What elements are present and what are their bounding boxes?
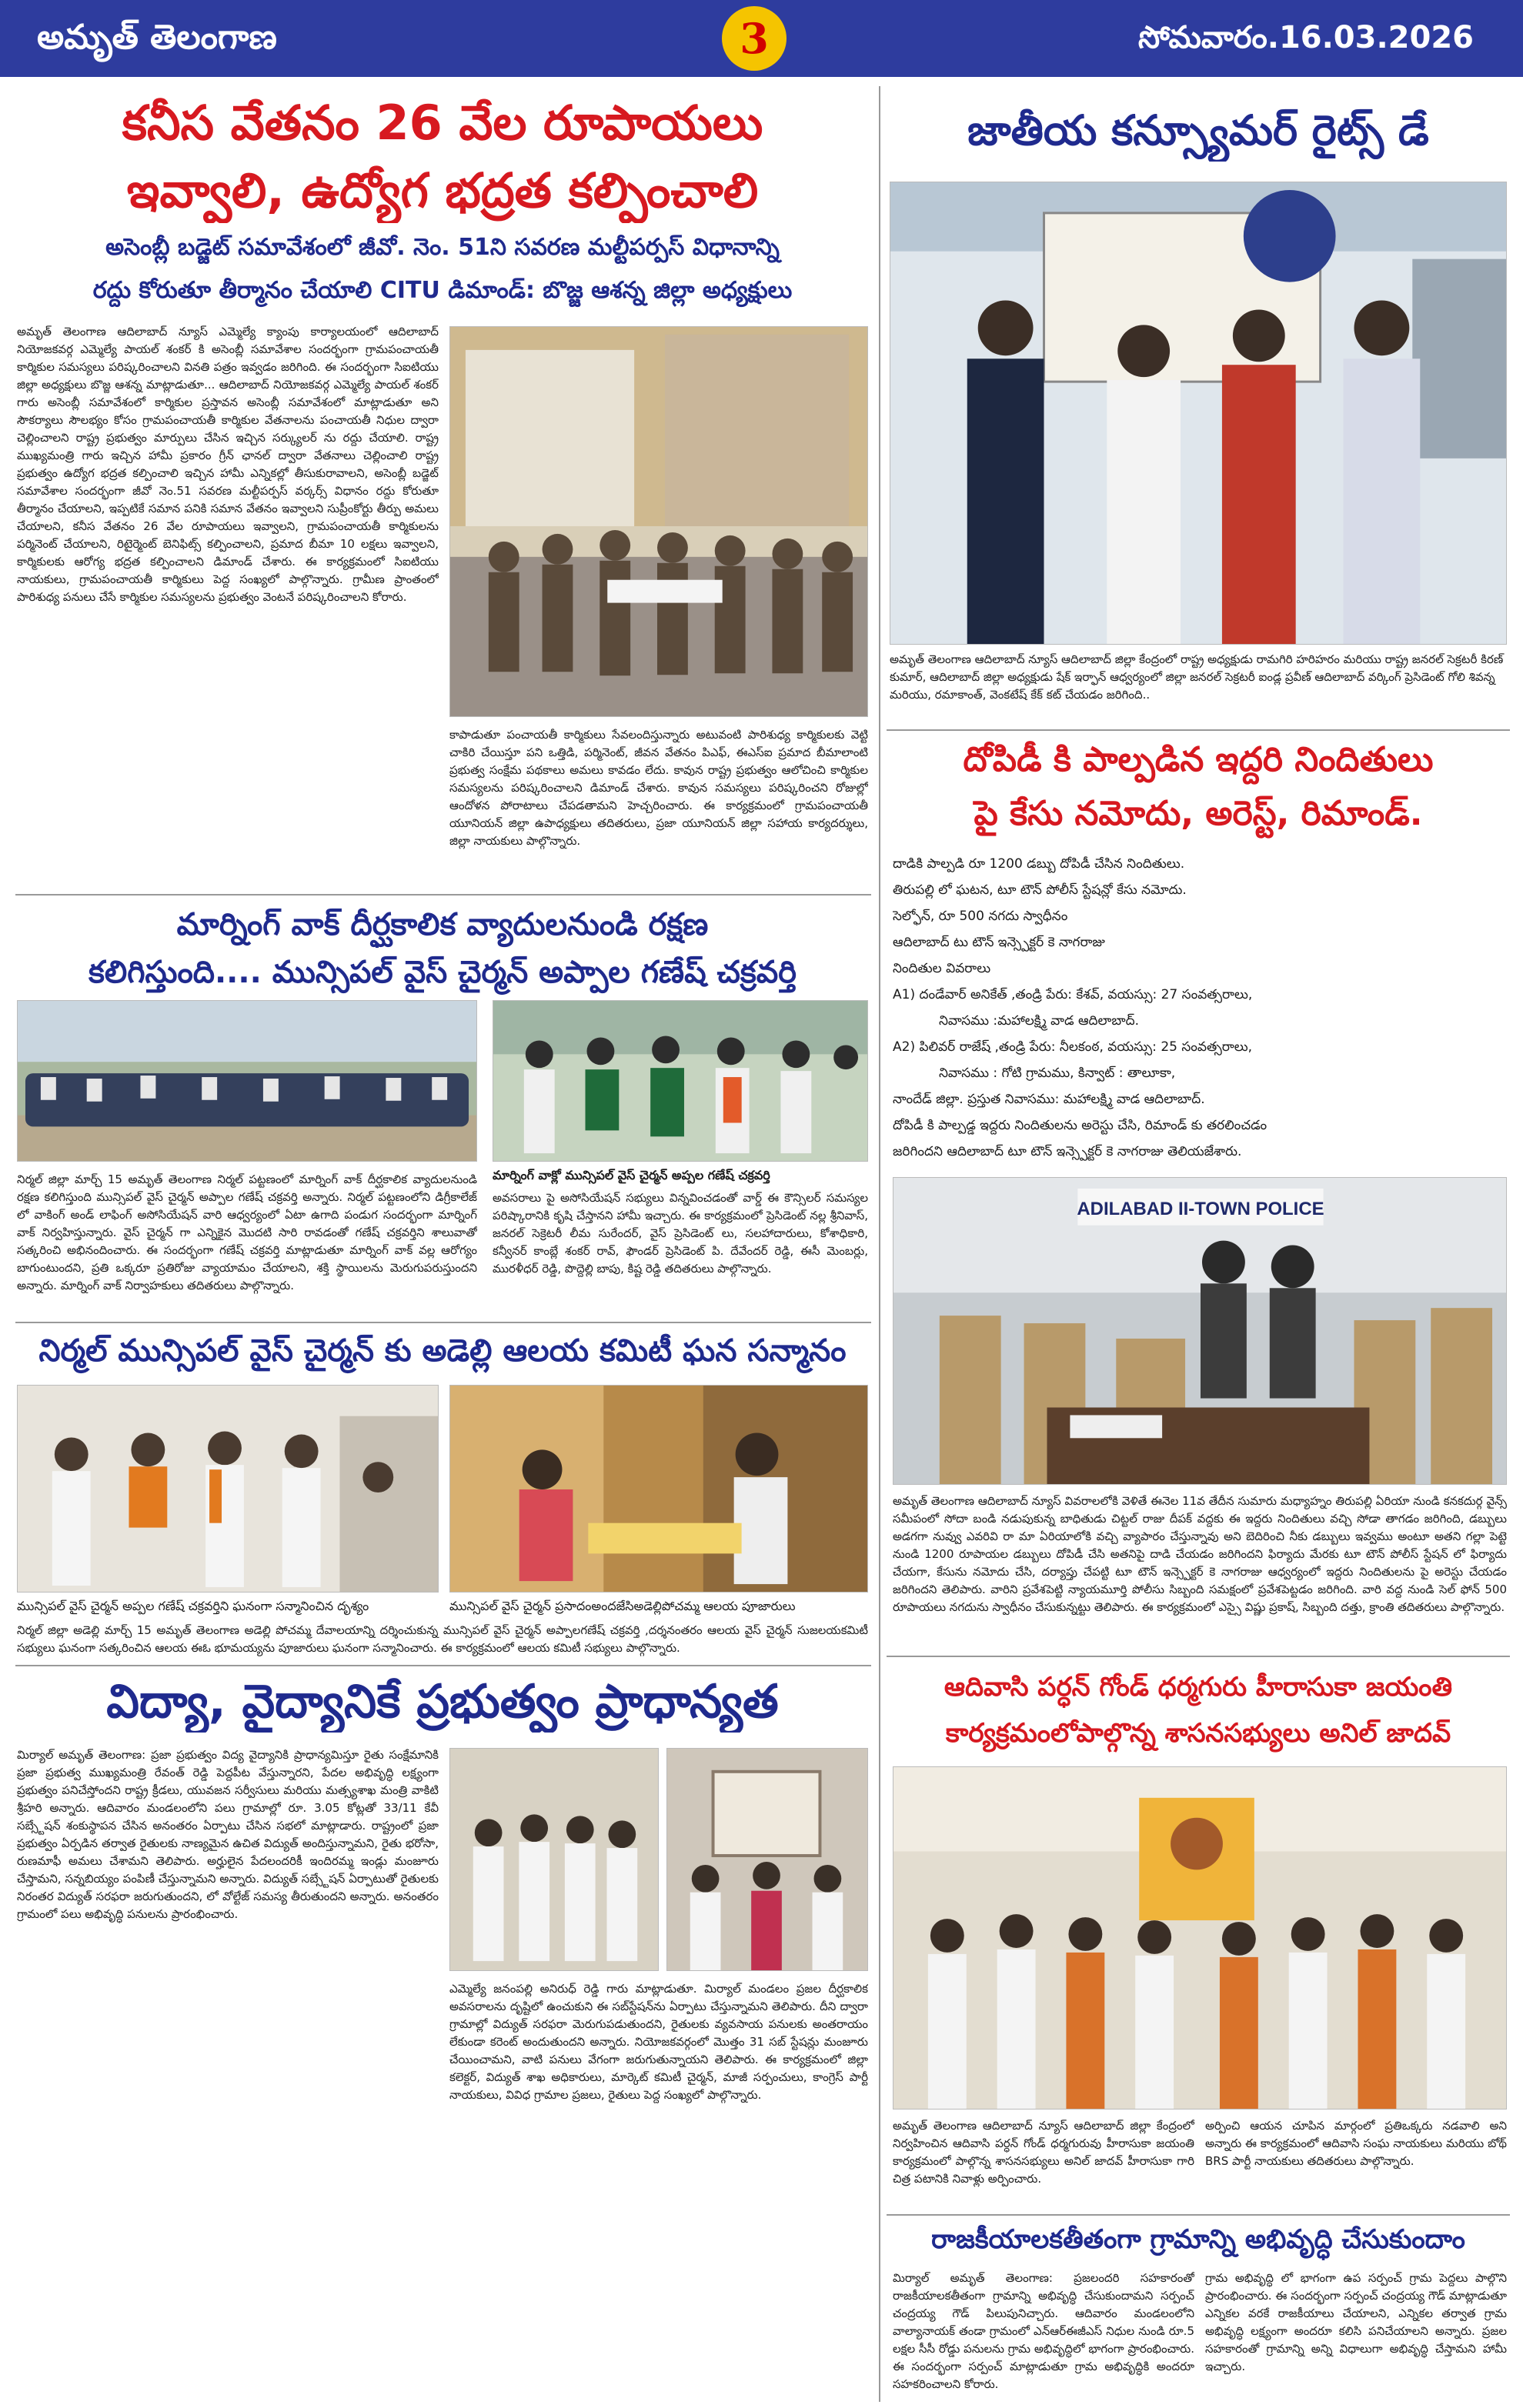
jayanti-body-right: అర్పించి ఆయన చూపిన మార్గంలో ప్రతిఒక్కరు నడవాలి అని అన్నారు ఈ కార్యక్రమంలో ఆదివాసి సంఘ నాయకులు మరియు బోథ్ BRS పార్టీ నాయకులు తదితరులు పాల్గొన్నారు. xyxy=(1205,2119,1507,2168)
temple-caption-left: మున్సిపల్ వైస్ చైర్మన్ అప్పల గణేష్ చక్రవర్తిని ఘనంగా సన్మానించిన దృశ్యం xyxy=(17,1599,369,1613)
column-divider xyxy=(879,86,880,2402)
issue-date: సోమవారం.16.03.2026 xyxy=(1138,20,1474,55)
robbery-headline-2: పై కేసు నమోదు, అరెస్ట్, రిమాండ్. xyxy=(974,794,1423,833)
health-headline: విద్యా, వైద్యానికే ప్రభుత్వం ప్రాధాన్యత xyxy=(106,1675,779,1729)
village-body-right: గ్రామ అభివృద్ధి లో భాగంగా ఉప సర్పంచ్ గ్రామ పెద్దలు పాల్గొని ప్రారంభించారు. ఈ సందర్భంగా సర్పంచ్ చంద్రయ్య గౌడ్ మాట్లాడుతూ ఎన్నికల వరకే రాజకీయాలు చేయాలని, ఎన్నికల తర్వాత గ్రామ అభివృద్ధి లక్ష్యంగా అందరూ కలిసి పనిచేయాలని అన్నారు. ప్రజల సహకారంతో గ్రామాన్ని అన్ని విధాలుగా అభివృద్ధి చేస్తామని హామీ ఇచ్చారు. xyxy=(1205,2271,1507,2373)
temple-photo-offering xyxy=(449,1385,868,1593)
robbery-fact-line: సెల్ఫోన్, రూ 500 నగదు స్వాధీనం xyxy=(893,909,1068,924)
police-station-sign: ADILABAD II-TOWN POLICE xyxy=(1077,1198,1324,1219)
paper-name: అమృత్ తెలంగాణ xyxy=(37,18,277,57)
divider xyxy=(15,894,871,895)
temple-body: నిర్మల్ జిల్లా అడెల్లి మార్చ్ 15 అమృత్ తెలంగాణ అడెల్లి పోచమ్మ దేవాలయాన్ని దర్శించుకున్న మున్సిపల్ వైస్ చైర్మన్ అప్పాలగణేష్ చక్రవర్తి ,దర్శనంతరం ఆలయ వైస్ చైర్మన్ సుజలయకమిటీ సభ్యులు ఘనంగా సత్కరించిన ఆలయ ఈఓ భూమయ్యను పూజారులు ఘనంగా సన్మానించారు. ఈ కార్యక్రమంలో ఆలయ కమిటీ సభ్యులు పాల్గొన్నారు. xyxy=(17,1623,868,1655)
robbery-fact-line: తిరుపల్లి లో ఘటన, టూ టౌన్ పోలీస్ స్టేషన్లో కేసు నమోదు. xyxy=(893,882,1187,898)
temple-photo-men xyxy=(17,1385,439,1593)
wage-subhead-2: రద్దు కోరుతూ తీర్మానం చేయాలి CITU డిమాండ్: బొజ్జ ఆశన్న జిల్లా అధ్యక్షులు xyxy=(92,277,793,304)
temple-caption-right: మున్సిపల్ వైస్ చైర్మన్ ప్రసాదంఅందజేసిఅడెల్లిపోచమ్మ ఆలయ పూజారులు xyxy=(449,1599,796,1613)
robbery-fact-line: నాందేడ్ జిల్లా. ప్రస్తుత నివాసము: మహాలక్ష్మి వాడ ఆదిలాబాద్. xyxy=(893,1092,1205,1107)
health-body-right: ఎమ్మెల్యే జనంపల్లి అనిరుధ్ రెడ్డి గారు మాట్లాడుతూ. మిర్యాల్ మండలం ప్రజల దీర్ఘకాలిక అవసరాలను దృష్టిలో ఉంచుకుని ఈ సబ్‌స్టేషన్‌ను ఏర్పాటు చేస్తున్నామని తెలిపారు. దీని ద్వారా గ్రామాల్లో విద్యుత్ సరఫరా మెరుగుపడుతుందని, రైతులకు వ్యవసాయ పనులకు అంతరాయం లేకుండా కరెంట్ అందుతుందని అన్నారు. నియోజకవర్గంలో మొత్తం 31 సబ్ స్టేషన్లు మంజూరు చేయించామని, వాటి పనులు వేగంగా జరుగుతున్నాయని తెలిపారు. ఈ కార్యక్రమంలో జిల్లా కలెక్టర్, విద్యుత్ శాఖ అధికారులు, మార్కెట్ కమిటీ చైర్మన్, మాజీ సర్పంచులు, కాంగ్రెస్ పార్టీ నాయకులు, వివిధ గ్రామాల ప్రజలు, రైతులు పెద్ద సంఖ్యలో పాల్గొన్నారు. xyxy=(449,1982,868,2102)
wage-subhead-1: అసెంబ్లీ బడ్జెట్ సమావేశంలో జీవో. నెం. 51ని సవరణ మల్టీపర్పస్ విధానాన్ని xyxy=(105,234,780,261)
robbery-fact-line: నివాసము :మహాలక్ష్మి వాడ ఆదిలాబాద్. xyxy=(939,1013,1139,1029)
wage-photo xyxy=(449,326,868,717)
walk-photo-felicitation xyxy=(493,1000,868,1162)
robbery-fact-line: దోపిడీ కి పాల్పడ్డ ఇద్దరు నిందితులను అరెస్టు చేసి, రిమాండ్ కు తరలించడం xyxy=(893,1118,1267,1133)
robbery-body: అమృత్ తెలంగాణ ఆదిలాబాద్ న్యూస్ వివరాలలోకి వెళితే ఈనెల 11వ తేదీన సుమారు మధ్యాహ్నం తిరుపల్లి ఏరియా నుండి కనకదుర్గ వైన్స్ సమీపంలో సోదా బండి నడుపుకున్న బాధితుడు చిట్టల్ రాజు దీపక్ వద్దకు ఈ ఇద్దరు నిందితులు వచ్చి సోడా తాగడం జరిగింది, డబ్బులు అడగగా నువ్వు ఎవరివి రా మా ఏరియాలోకి వచ్చి వ్యాపారం చేస్తున్నావు అని బెదిరించి నీకు డబ్బులు ఇవ్వము అంటూ అతని గల్లా పెట్టె నుండి 1200 రూపాయల డబ్బులు దోపిడీ చేసి అతనిపై దాడి చేయడం జరిగిందని ఫిర్యాదు మేరకు టూ టౌన్ పోలీస్ స్టేషన్ లో ఫిర్యాదు చేయగా, కేసును నమోదు చేసి, దర్యాప్తు చేపట్టి టూ టౌన్ ఇన్స్పెక్టర్ కె నాగరాజు ఆధ్వర్యంలో ఇద్దరు నిందితులను పై అరెస్టు చేయడం జరిగిందని తెలిపారు. వారిని ప్రవేశపెట్టి న్యాయమూర్తి పోలీసు సిబ్బంది సమక్షంలో ప్రవేశపెట్టడం జరిగింది. వారి వద్ద నుండి సెల్ ఫోన్ 500 రూపాయలు నగదును స్వాధీనం చేసుకున్నట్టు తెలిపారు. ఈ కార్యక్రమంలో ఎస్సై విష్ణు ప్రకాష్, సిబ్బంది దత్తు, క్రాంతి తదితరులు పాల్గొన్నారు. xyxy=(893,1494,1507,1614)
robbery-fact-line: A1) దండేవార్ అనికేత్ ,తండ్రి పేరు: కేశవ్, వయస్సు: 27 సంవత్సరాలు, xyxy=(893,987,1253,1002)
health-photo-group xyxy=(449,1748,659,1971)
jayanti-body-left: అమృత్ తెలంగాణ ఆదిలాబాద్ న్యూస్ ఆదిలాబాద్ జిల్లా కేంద్రంలో నిర్వహించిన ఆదివాసి పర్ధన్ గోండ్ ధర్మగురువు హీరాసుకా జయంతి కార్యక్రమంలో పాల్గొన్న శాసనసభ్యులు అనిల్ జాదవ్ హీరాసుకా గారి చిత్ర పటానికి నివాళ్లు అర్పించారు. xyxy=(893,2119,1194,2186)
walk-headline-2: కలిగిస్తుంది.... మున్సిపల్ వైస్ చైర్మన్ అప్పాల గణేష్ చక్రవర్తి xyxy=(89,955,797,990)
robbery-fact-line: నివాసము : గోటి గ్రామము, కిన్వాట్ : తాలూకా, xyxy=(939,1066,1176,1081)
robbery-fact-line: A2) పిలివర్ రాజేష్ ,తండ్రి పేరు: నీలకంఠ, వయస్సు: 25 సంవత్సరాలు, xyxy=(893,1039,1253,1055)
jayanti-photo xyxy=(893,1766,1507,2110)
jayanti-headline-2: కార్యక్రమంలోపాల్గొన్న శాసనసభ్యులు అనిల్ జాదవ్ xyxy=(945,1718,1451,1749)
divider xyxy=(887,729,1510,731)
robbery-fact-line: దాడికి పాల్పడి రూ 1200 డబ్బు దోపిడీ చేసిన నిందితులు. xyxy=(893,856,1185,872)
consumer-photo xyxy=(890,182,1507,645)
health-body-left: మిర్యాల్ అమృత్ తెలంగాణ: ప్రజా ప్రభుత్వం విద్య వైద్యానికి ప్రాధాన్యమిస్తూ రైతు సంక్షేమానికి ప్రజా ప్రభుత్వ ముఖ్యమంత్రి రేవంత్ రెడ్డి పెద్దపీట వేస్తున్నారని, పేదల అభివృద్ధి లక్ష్యంగా ప్రభుత్వం పనిచేస్తోందని రాష్ట్ర క్రీడలు, యువజన సర్వీసులు మరియు మత్స్యశాఖ మంత్రి వాకిటి శ్రీహరి అన్నారు. ఆదివారం మండలంలోని పలు గ్రామాల్లో రూ. 3.05 కోట్లతో 33/11 కేవీ సబ్స్టేషన్ శంకుస్థాపన చేసిన అనంతరం ఏర్పాటు చేసిన సభలో మాట్లాడారు. రాష్ట్రంలో ప్రజా ప్రభుత్వం ఏర్పడిన తర్వాత రైతులకు నాణ్యమైన ఉచిత విద్యుత్ అందిస్తున్నామని, రైతు భరోసా, రుణమాఫీ అమలు చేశామని తెలిపారు. అర్హులైన పేదలందరికీ ఇందిరమ్మ ఇండ్లు మంజూరు చేస్తామని, సన్నబియ్యం పంపిణీ చేస్తున్నామని అన్నారు. విద్యుత్ సబ్స్టేషన్ ఏర్పాటుతో రైతులకు నిరంతర విద్యుత్ సరఫరా జరుగుతుందని, లో వోల్టేజ్ సమస్య తీరుతుందని అన్నారు. అనంతరం గ్రామంలో పలు అభివృద్ధి పనులను ప్రారంభించారు. xyxy=(17,1748,439,1921)
robbery-fact-line: జరిగిందని ఆదిలాబాద్ టూ టౌన్ ఇన్స్పెక్టర్ కె నాగరాజు తెలియజేశారు. xyxy=(893,1144,1242,1159)
divider xyxy=(887,2214,1510,2216)
divider xyxy=(15,1665,871,1666)
robbery-fact-line: ఆదిలాబాద్ టు టౌన్ ఇన్స్పెక్టర్ కె నాగరాజు xyxy=(893,935,1105,950)
walk-photo-group xyxy=(17,1000,477,1162)
consumer-caption: అమృత్ తెలంగాణ ఆదిలాబాద్ న్యూస్ ఆదిలాబాద్ జిల్లా కేంద్రంలో రాష్ట్ర అధ్యక్షుడు రామగిరి హరిహరం మరియు రాష్ట్ర జనరల్ సెక్రటరీ కిరణ్ కుమార్, ఆదిలాబాద్ జిల్లా అధ్యక్షుడు షేక్ ఇర్ఫాన్ ఆధ్వర్యంలో జిల్లా జనరల్ సెక్రటరీ ఐండ్ల ప్రవీణ్ ఆదిలాబాద్ వర్కింగ్ ప్రెసిడెంట్ గోలి శివన్న మరియు, రమాకాంత్, వెంకటేష్ కేక్ కట్ చేయడం జరిగింది.. xyxy=(890,652,1504,702)
wage-body-right: కాపాడుతూ పంచాయతీ కార్మికులు సేవలందిస్తున్నారు అటువంటి పారిశుధ్య కార్మికులకు వెట్టి చాకిరి చేయిస్తూ పని ఒత్తిడి, పర్మినెంట్, జీవన వేతనం పిఎఫ్, ఈఎస్ఐ ప్రమాద బీమాలాంటి ప్రభుత్వ సంక్షేమ పథకాలు అమలు కావడం లేదు. కావున రాష్ట్ర ప్రభుత్వం ఆలోచించి కార్మికుల సమస్యలను పరిష్కరించాలని డిమాండ్ చేశారు. కావున సమస్యలు పరిష్కరించని రోజుల్లో ఆందోళన పోరాటాలు చేపడతామని హెచ్చరించారు. ఈ కార్యక్రమంలో గ్రామపంచాయతీ యూనియన్ జిల్లా ఉపాధ్యక్షులు తదితరులు, ప్రజా యూనియన్ జిల్లా సహాయ కార్యదర్శులు, జిల్లా నాయకులు పాల్గొన్నారు. xyxy=(449,728,868,848)
consumer-headline: జాతీయ కన్స్యూమర్ రైట్స్ డే xyxy=(967,106,1429,155)
jayanti-headline-1: ఆదివాసి పర్ధన్ గోండ్ ధర్మగురు హీరాసుకా జయంతి xyxy=(944,1672,1453,1703)
robbery-photo xyxy=(893,1177,1507,1485)
walk-body-right: అవసరాలు పై అసోసియేషన్ సభ్యులు విన్నవించడంతో వార్డ్ ఈ కౌన్సిలర్ సమస్యల పరిష్కారానికి కృషి చేస్తానని హామీ ఇచ్చారు. ఈ కార్యక్రమంలో ప్రెసిడెంట్ నల్ల శ్రీనివాస్, జనరల్ సెక్రెటరీ లీమ సురేందర్, వైస్ ప్రెసిడెంట్ లు, సలహాదారులు, కోశాధికారి, కన్వీనర్ కాంబ్లే శంకర్ రావ్, ఫౌండర్ ప్రెసిడెంట్ పి. దేవేందర్ రెడ్డి, ఈసీ మెంబర్లు, మురళీధర్ రెడ్డి, పొద్దెల్లి బాపు, కిష్ట రెడ్డి తదితరులు పాల్గొన్నారు. xyxy=(493,1191,868,1276)
health-photo-plaque xyxy=(666,1748,868,1971)
wage-headline-1: కనీస వేతనం 26 వేల రూపాయలు xyxy=(122,95,763,151)
page-number-badge: 3 xyxy=(722,6,787,71)
walk-body-left: నిర్మల్ జిల్లా మార్చ్ 15 అమృత్ తెలంగాణ నిర్మల్ పట్టణంలో మార్నింగ్ వాక్ దీర్ఘకాలిక వ్యాదులనుండి రక్షణ కలిగిస్తుంది మున్సిపల్ వైస్ చైర్మన్ అప్పాల గణేష్ చక్రవర్తి అన్నారు. నిర్మల్ పట్టణంలోని డిగ్రీకాలేజ్ లో వాకింగ్ అండ్ లాఫింగ్ అసోసియేషన్ వారి ఆధ్వర్యంలో ఏటా ఉగాది పండుగ సందర్భంగా మార్నింగ్ వాక్ నిర్వహిస్తున్నారు. వైస్ చైర్మన్ గా ఎన్నికైన మొదటి సారి రావడంతో గణేష్ చక్రవర్తిని శాలువాతో సత్కరించి అభినందించారు. ఈ సందర్భంగా గణేష్ చక్రవర్తి మాట్లాడుతూ మార్నింగ్ వాక్ వల్ల ఆరోగ్యం బాగుంటుందని, ప్రతి ఒక్కరూ ప్రతిరోజు వ్యాయామం చేయాలని, శక్తి స్థాయిలను మెరుగుపరుస్తుందని అన్నారు. మార్నింగ్ వాక్ నిర్వాహకులు తదితరులు పాల్గొన్నారు. xyxy=(17,1172,477,1292)
walk-headline-1: మార్నింగ్ వాక్ దీర్ఘకాలిక వ్యాదులనుండి రక్షణ xyxy=(176,907,709,942)
village-body-left: మిర్యాల్ అమృత్ తెలంగాణ: ప్రజలందరి సహకారంతో రాజకీయాలకతీతంగా గ్రామాన్ని అభివృద్ధి చేసుకుందామని సర్పంచ్ చంద్రయ్య గౌడ్ పిలుపునిచ్చారు. ఆదివారం మండలంలోని వాల్యానాయక్ తండా గ్రామంలో ఎన్ఆర్ఈజీఎస్ నిధుల నుండి రూ.5 లక్షల సీసీ రోడ్డు పనులను గ్రామ అభివృద్ధిలో భాగంగా ప్రారంభించారు. ఈ సందర్భంగా సర్పంచ్ మాట్లాడుతూ గ్రామ అభివృద్ధికి అందరూ సహకరించాలని కోరారు. xyxy=(893,2271,1194,2391)
divider xyxy=(15,1322,871,1323)
divider xyxy=(887,1656,1510,1657)
wage-headline-2: ఇవ్వాలి, ఉద్యోగ భద్రత కల్పించాలి xyxy=(126,162,759,218)
temple-headline: నిర్మల్ మున్సిపల్ వైస్ చైర్మన్ కు అడెల్లి ఆలయ కమిటీ ఘన సన్మానం xyxy=(38,1333,847,1369)
robbery-fact-line: నిందితుల వివరాలు xyxy=(893,961,991,976)
robbery-headline-1: దోపిడీ కి పాల్పడిన ఇద్దరి నిందితులు xyxy=(963,740,1434,779)
walk-photo-caption: మార్నింగ్ వాక్లో మున్సిపల్ వైస్ చైర్మన్ అప్పల గణేష్ చక్రవర్తి xyxy=(493,1168,770,1182)
village-headline: రాజకీయాలకతీతంగా గ్రామాన్ని అభివృద్ధి చేసుకుందాం xyxy=(931,2224,1465,2255)
robbery-fact-list xyxy=(893,851,1508,1174)
wage-body-left: అమృత్ తెలంగాణ ఆదిలాబాద్ న్యూస్ ఎమ్మెల్యే క్యాంపు కార్యాలయంలో ఆదిలాబాద్ నియోజకవర్గ ఎమ్మెల్యే పాయల్ శంకర్ కి అసెంబ్లీ సమావేశాల సందర్భంగా గ్రామపంచాయతీ కార్మికుల సమస్యలు పరిష్కరించాలని వినతి పత్రం ఇవ్వడం జరిగింది. ఈ సందర్భంగా సిఐటియు జిల్లా అధ్యక్షులు బొజ్జ ఆశన్న మాట్లాడుతూ... ఆదిలాబాద్ నియోజకవర్గ ఎమ్మెల్యే పాయల్ శంకర్ గారు అసెంబ్లీ సమావేశంలో కార్మికుల ప్రస్తావన అసెంబ్లీ సమావేశంలో మాట్లాడుతూ అని సౌకర్యాలు సౌలభ్యం కోసం గ్రామపంచాయతీ కార్మికుల వేతనాలను పంచాయతీ నిధుల ద్వారా చెల్లించాలని రాష్ట్ర ప్రభుత్వం మార్పులు చేసిన ఇచ్చిన సర్క్యులర్ ను రద్దు చేయాలి. రాష్ట్ర ముఖ్యమంత్రి గారు ఇచ్చిన హామీ ప్రకారం గ్రీన్ ఛానల్ ద్వారా వేతనాలు చెల్లించాలి రాష్ట్ర ప్రభుత్వం ఉద్యోగ భద్రత కల్పించాలి ఇచ్చిన హామీ ఎన్నికల్లో తీసుకురావాలని, అసెంబ్లీ బడ్జెట్ సమావేశాల సందర్భంగా జీవో నెం.51 సవరణ మల్టీపర్పస్ వర్కర్స్ విధానం రద్దు కోరుతూ తీర్మానం చేయాలని, ఇప్పటికే సమాన పనికి సమాన వేతనం ఇవ్వాలని సుప్రీంకోర్టు తీర్పు అమలు చేయాలని, కనీస వేతనం 26 వేల రూపాయలు ఇవ్వాలని, గ్రామపంచాయతీ కార్మికులను పర్మినెంట్ చేయాలని, రిటైర్మెంట్ బెనిఫిట్స్ కల్పించాలని, ప్రమాద బీమా 10 లక్షలు ఇవ్వాలని, కార్మికులకు ఆరోగ్య భద్రత కల్పించాలని డిమాండ్ చేశారు. ఈ కార్యక్రమంలో సిఐటియు నాయకులు, గ్రామపంచాయతీ కార్మికులు పెద్ద సంఖ్యలో పాల్గొన్నారు. గ్రామీణ ప్రాంతంలో పారిశుధ్య పనులు చేసే కార్మికుల సమస్యలను ప్రభుత్వం వెంటనే పరిష్కరించాలని కోరారు. xyxy=(17,325,439,604)
